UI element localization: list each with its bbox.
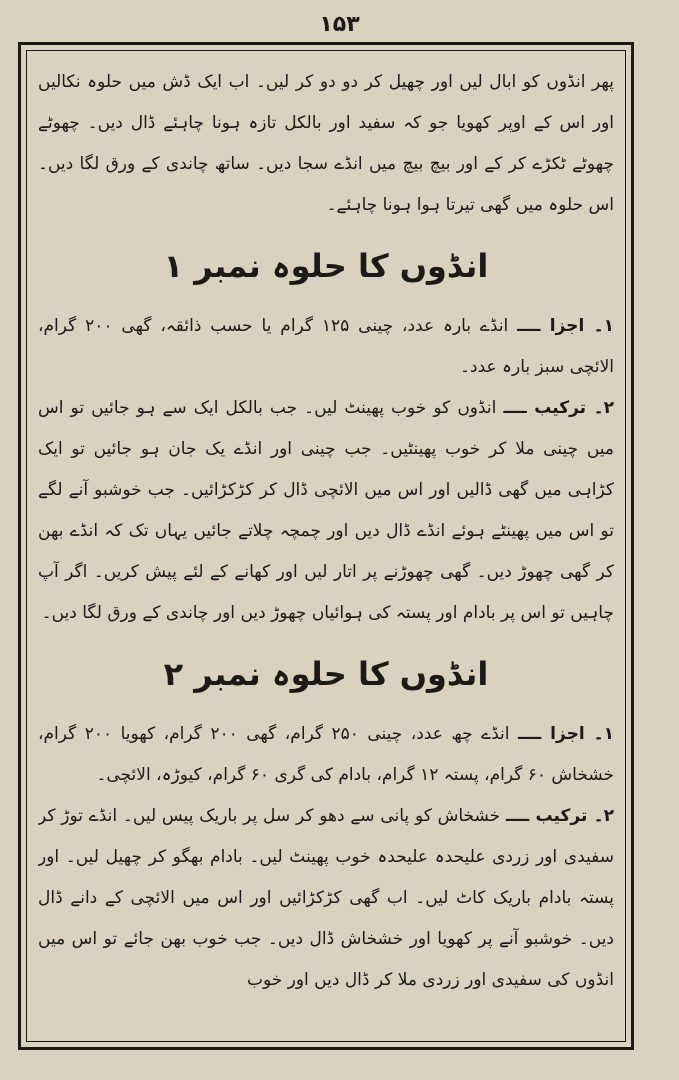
recipe-2-ingredients-label: ۱۔ اجزا ــــ: [517, 724, 614, 744]
recipe-2-method: [38, 796, 614, 1001]
recipe-2-method-text: خشخاش کو پانی سے دھو کر سل پر باریک پیس لیں۔ انڈے توڑ کر سفیدی اور زردی علیحدہ علیحدہ خوب پھینٹ لیں۔ بادام بھگو کر چھیل لیں۔ اور پستہ بادام باریک کاٹ لیں۔ اب گھی کڑکڑائیں اور اس میں الائچی کے دانے ڈال دیں۔ خوشبو آنے پر کھویا اور خشخاش ڈال دیں۔ جب خوب بھن جائے تو اس میں انڈوں کی سفیدی اور زردی ملا کر ڈال دیں اور خوب: [38, 806, 614, 990]
recipe-1-ingredients-label: ۱۔ اجزا ــــ: [517, 316, 614, 336]
recipe-1-method-label: ۲۔ ترکیب ــــ: [503, 398, 614, 418]
recipe-1-title: انڈوں کا حلوہ نمبر ۱: [163, 247, 489, 285]
page-number: ۱۵۳: [319, 12, 360, 37]
recipe-2-ingredients-text: انڈے چھ عدد، چینی ۲۵۰ گرام، گھی ۲۰۰ گرام، کھویا ۲۰۰ گرام، خشخاش ۶۰ گرام، پستہ ۱۲ گرام، بادام کی گری ۶۰ گرام، کیوڑہ، الائچی۔: [38, 724, 614, 785]
intro-paragraph: پھر انڈوں کو ابال لیں اور چھیل کر دو دو کر لیں۔ اب ایک ڈش میں حلوہ نکالیں اور اس کے اوپر کھویا جو کہ سفید اور بالکل تازہ ہونا چاہئے ڈال دیں۔ چھوٹے چھوٹے ٹکڑے کر کے اور بیچ بیچ میں انڈے سجا دیں۔ ساتھ چاندی کے ورق لگا دیں۔ اس حلوہ میں گھی تیرتا ہوا ہونا چاہئے۔: [38, 72, 614, 215]
recipe-2-method-label: ۲۔ ترکیب ــــ: [506, 806, 614, 826]
recipe-1-method-text: انڈوں کو خوب پھینٹ لیں۔ جب بالکل ایک سے ہو جائیں تو اس میں چینی ملا کر خوب پھینٹیں۔ جب چینی اور انڈے یک جان ہو جائیں تو ایک کڑاہی میں گھی ڈالیں اور اس میں الائچی ڈال کر کڑکڑائیں۔ جب خوشبو آنے لگے تو اس میں پھینٹے ہوئے انڈے ڈال دیں اور چمچہ چلاتے جائیں یہاں تک کہ انڈے بھن کر گھی چھوڑ دیں۔ گھی چھوڑنے پر اتار لیں اور کھانے کے لئے پیش کریں۔ اگر آپ چاہیں تو اس پر بادام اور پستہ کی ہوائیاں چھوڑ دیں اور چاندی کے ورق لگا دیں۔: [38, 398, 614, 623]
recipe-1-ingredients: [38, 306, 614, 388]
recipe-1-ingredients-text: انڈے بارہ عدد، چینی ۱۲۵ گرام یا حسب ذائقہ، گھی ۲۰۰ گرام، الائچی سبز بارہ عدد۔: [38, 316, 614, 377]
recipe-1-method: [38, 388, 614, 634]
page-body: [38, 62, 614, 1032]
recipe-2-title: انڈوں کا حلوہ نمبر ۲: [163, 655, 489, 693]
recipe-2-ingredients: [38, 714, 614, 796]
